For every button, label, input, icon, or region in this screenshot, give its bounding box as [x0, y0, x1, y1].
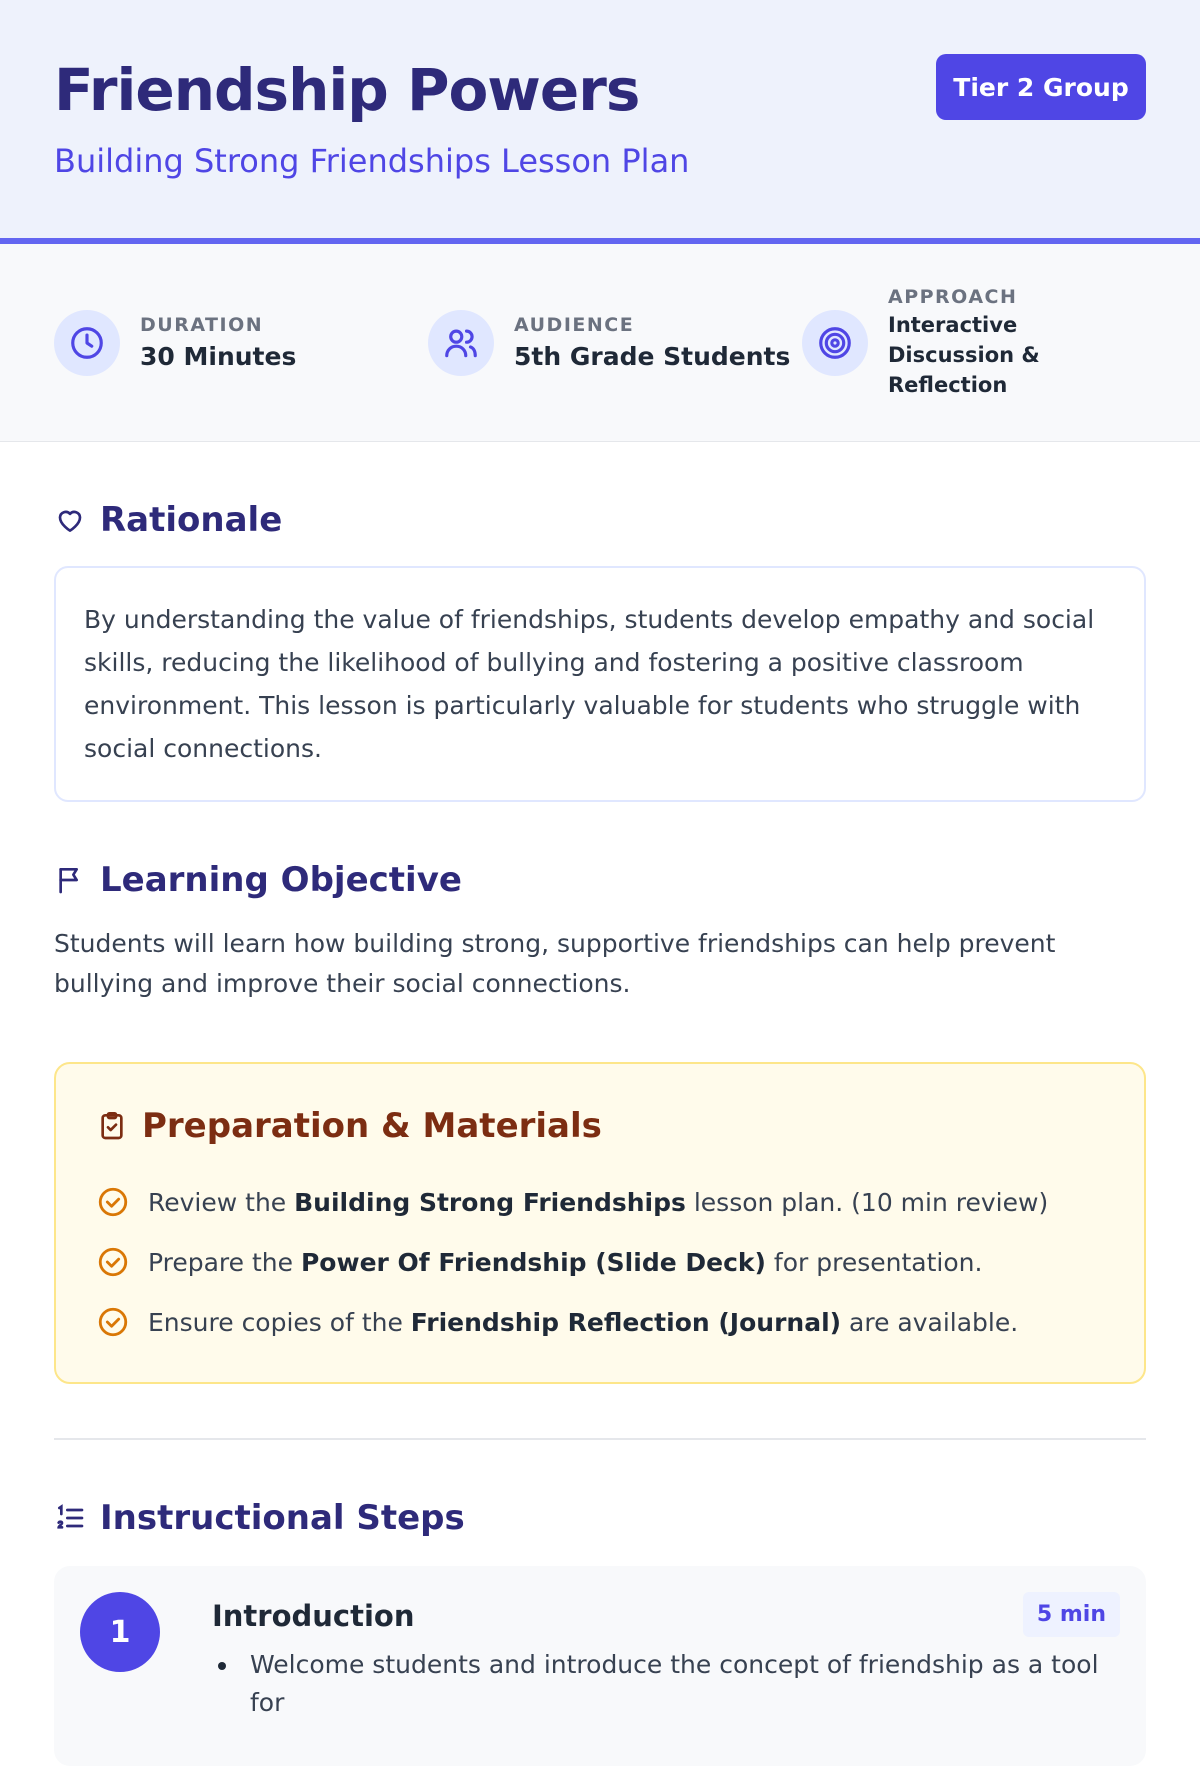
section-title: Rationale	[100, 500, 283, 540]
section-divider	[54, 1438, 1146, 1440]
section-title: Preparation & Materials	[142, 1106, 602, 1146]
check-circle-icon	[96, 1245, 130, 1279]
rationale-text: By understanding the value of friendships, students develop empathy and social skills, reducing the likelihood of bullying and fostering a positive classroom environment. This lesson is particularly valuable for students who struggle with social connections.	[54, 566, 1146, 802]
page-title: Friendship Powers	[54, 56, 640, 124]
step-title: Introduction	[212, 1599, 415, 1633]
lesson-meta-bar	[0, 244, 1200, 442]
list-item-text: Prepare the Power Of Friendship (Slide Deck) for presentation.	[148, 1247, 983, 1277]
list-ordered-icon	[54, 1501, 88, 1535]
section-title: Instructional Steps	[100, 1498, 465, 1538]
objective-text: Students will learn how building strong, supportive friendships can help prevent bullying and improve their social connections.	[54, 929, 1056, 998]
check-circle-icon	[96, 1305, 130, 1339]
page-subtitle: Building Strong Friendships Lesson Plan	[54, 142, 690, 180]
meta-label: DURATION	[140, 314, 264, 336]
meta-label: APPROACH	[888, 285, 1018, 308]
clock-icon	[54, 310, 120, 376]
list-item: Welcome students and introduce the concept of friendship as a tool for	[212, 1646, 1120, 1722]
step-card	[54, 1566, 1146, 1766]
list-item	[96, 1172, 1104, 1232]
rationale-heading	[54, 500, 1146, 540]
list-item	[96, 1232, 1104, 1292]
meta-approach	[802, 286, 1146, 400]
users-icon	[428, 310, 494, 376]
flag-icon	[54, 863, 88, 897]
meta-audience	[428, 310, 802, 376]
target-icon	[802, 310, 868, 376]
heart-icon	[54, 503, 88, 537]
list-item-text: Ensure copies of the Friendship Reflection (Journal) are available.	[148, 1307, 1019, 1337]
step-duration-badge: 5 min	[1023, 1592, 1120, 1637]
list-item	[96, 1292, 1104, 1352]
check-circle-icon	[96, 1185, 130, 1219]
objective-heading	[54, 860, 1146, 900]
preparation-heading	[96, 1106, 1104, 1146]
section-title: Learning Objective	[100, 860, 462, 900]
meta-value: 5th Grade Students	[514, 342, 791, 371]
meta-label: AUDIENCE	[514, 314, 635, 336]
steps-heading	[54, 1498, 1146, 1538]
lesson-content	[0, 500, 1200, 1766]
step-bullets	[212, 1646, 1120, 1722]
meta-value: Interactive Discussion & Reflection	[888, 312, 1040, 397]
meta-duration	[54, 310, 428, 376]
clipboard-check-icon	[96, 1109, 130, 1143]
preparation-box	[54, 1062, 1146, 1384]
step-number: 1	[80, 1592, 160, 1672]
preparation-list	[96, 1172, 1104, 1352]
list-item-text: Review the Building Strong Friendships lesson plan. (10 min review)	[148, 1187, 1049, 1217]
page-header	[0, 0, 1200, 244]
meta-value: 30 Minutes	[140, 342, 297, 371]
tier-badge: Tier 2 Group	[936, 54, 1146, 120]
